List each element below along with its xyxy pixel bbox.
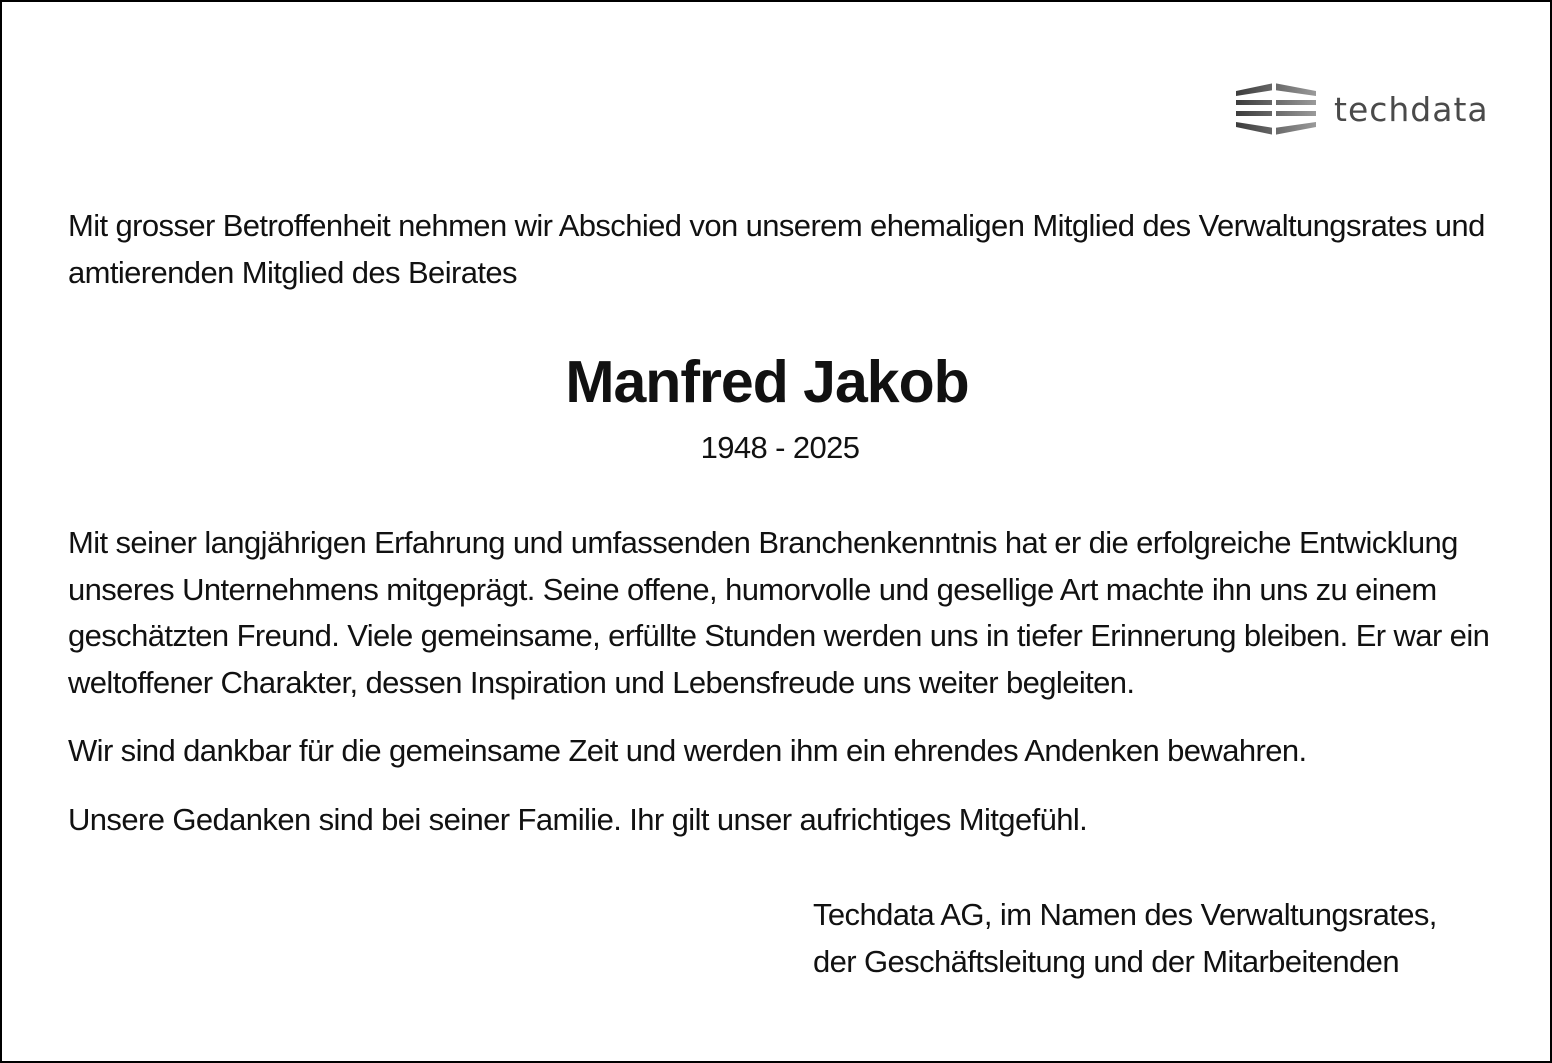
signature-line-2: der Geschäftsleitung und der Mitarbeitenden [813, 944, 1399, 979]
logo-wordmark: techdata [1334, 89, 1489, 129]
company-logo [1234, 82, 1489, 136]
techdata-logo-mark-icon [1234, 82, 1318, 136]
signature-line-1: Techdata AG, im Namen des Verwaltungsrates, [813, 897, 1437, 932]
condolence-paragraph: Unsere Gedanken sind bei seiner Familie. Ihr gilt unser aufrichtiges Mitgefühl. [68, 802, 1088, 837]
signature-block [813, 891, 1437, 985]
gratitude-paragraph: Wir sind dankbar für die gemeinsame Zeit und werden ihm ein ehrendes Andenken bewahren. [68, 733, 1307, 768]
life-dates: 1948 - 2025 [700, 430, 860, 465]
tribute-paragraph: Mit seiner langjährigen Erfahrung und umfassenden Branchenkenntnis hat er die erfolgreiche Entwicklung unseres Unternehmens mitgeprägt. Seine offene, humorvolle und gesellige Art machte ihn uns zu einem geschätzten Freund. Viele gemeinsame, erfüllte Stunden werden uns in tiefer Erinnerung bleiben. Er war ein weltoffener Charakter, dessen Inspiration und Lebensfreude uns weiter begleiten. [68, 525, 1490, 700]
deceased-name: Manfred Jakob [565, 349, 969, 415]
intro-text: Mit grosser Betroffenheit nehmen wir Abschied von unserem ehemaligen Mitglied des Verwaltungsrates und amtierenden Mitglied des Beirates [68, 208, 1485, 290]
